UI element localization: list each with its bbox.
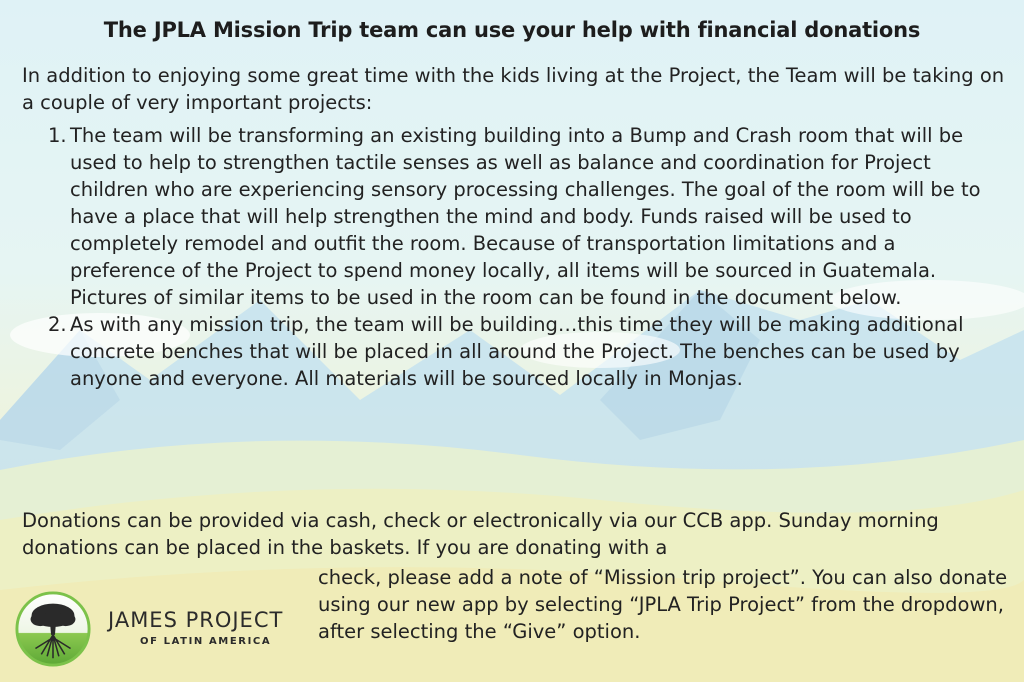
projects-list [26, 122, 1006, 392]
page-title: The JPLA Mission Trip team can use your help with financial donations [103, 18, 921, 42]
list-item-number: 1. [48, 124, 67, 147]
jpla-logo [14, 590, 314, 670]
list-item [26, 122, 1006, 311]
list-item-number: 2. [48, 313, 67, 336]
list-item [26, 311, 1006, 392]
logo-name: JAMES PROJECT [108, 608, 284, 632]
list-item-text: As with any mission trip, the team will be building…this time they will be making additional concrete benches that will be placed in all around the Project. The benches can be used by anyone and everyone. All materials will be sourced locally in Monjas. [70, 313, 964, 390]
list-item-text: The team will be transforming an existing building into a Bump and Crash room that will be used to help to strengthen tactile senses as well as balance and coordination for Project children who are experiencing sensory processing challenges. The goal of the room will be to have a place that will help strengthen the mind and body. Funds raised will be used to completely remodel and outfit the room. Because of transportation limitations and a preference of the Project to spend money locally, all items will be sourced in Guatemala. Pictures of similar items to be used in the room can be found in the document below. [70, 124, 981, 309]
intro-paragraph: In addition to enjoying some great time with the kids living at the Project, the Team will be taking on a couple of very important projects: [22, 64, 1005, 114]
donations-paragraph: Donations can be provided via cash, check or electronically via our CCB app. Sunday morning donations can be placed in the baskets. If you are donating with a [22, 509, 939, 559]
tree-icon [14, 590, 92, 668]
donations-paragraph-continued: check, please add a note of “Mission trip project”. You can also donate using our new app by selecting “JPLA Trip Project” from the dropdown, after selecting the “Give” option. [318, 566, 1008, 643]
logo-subtitle: OF LATIN AMERICA [140, 636, 272, 647]
